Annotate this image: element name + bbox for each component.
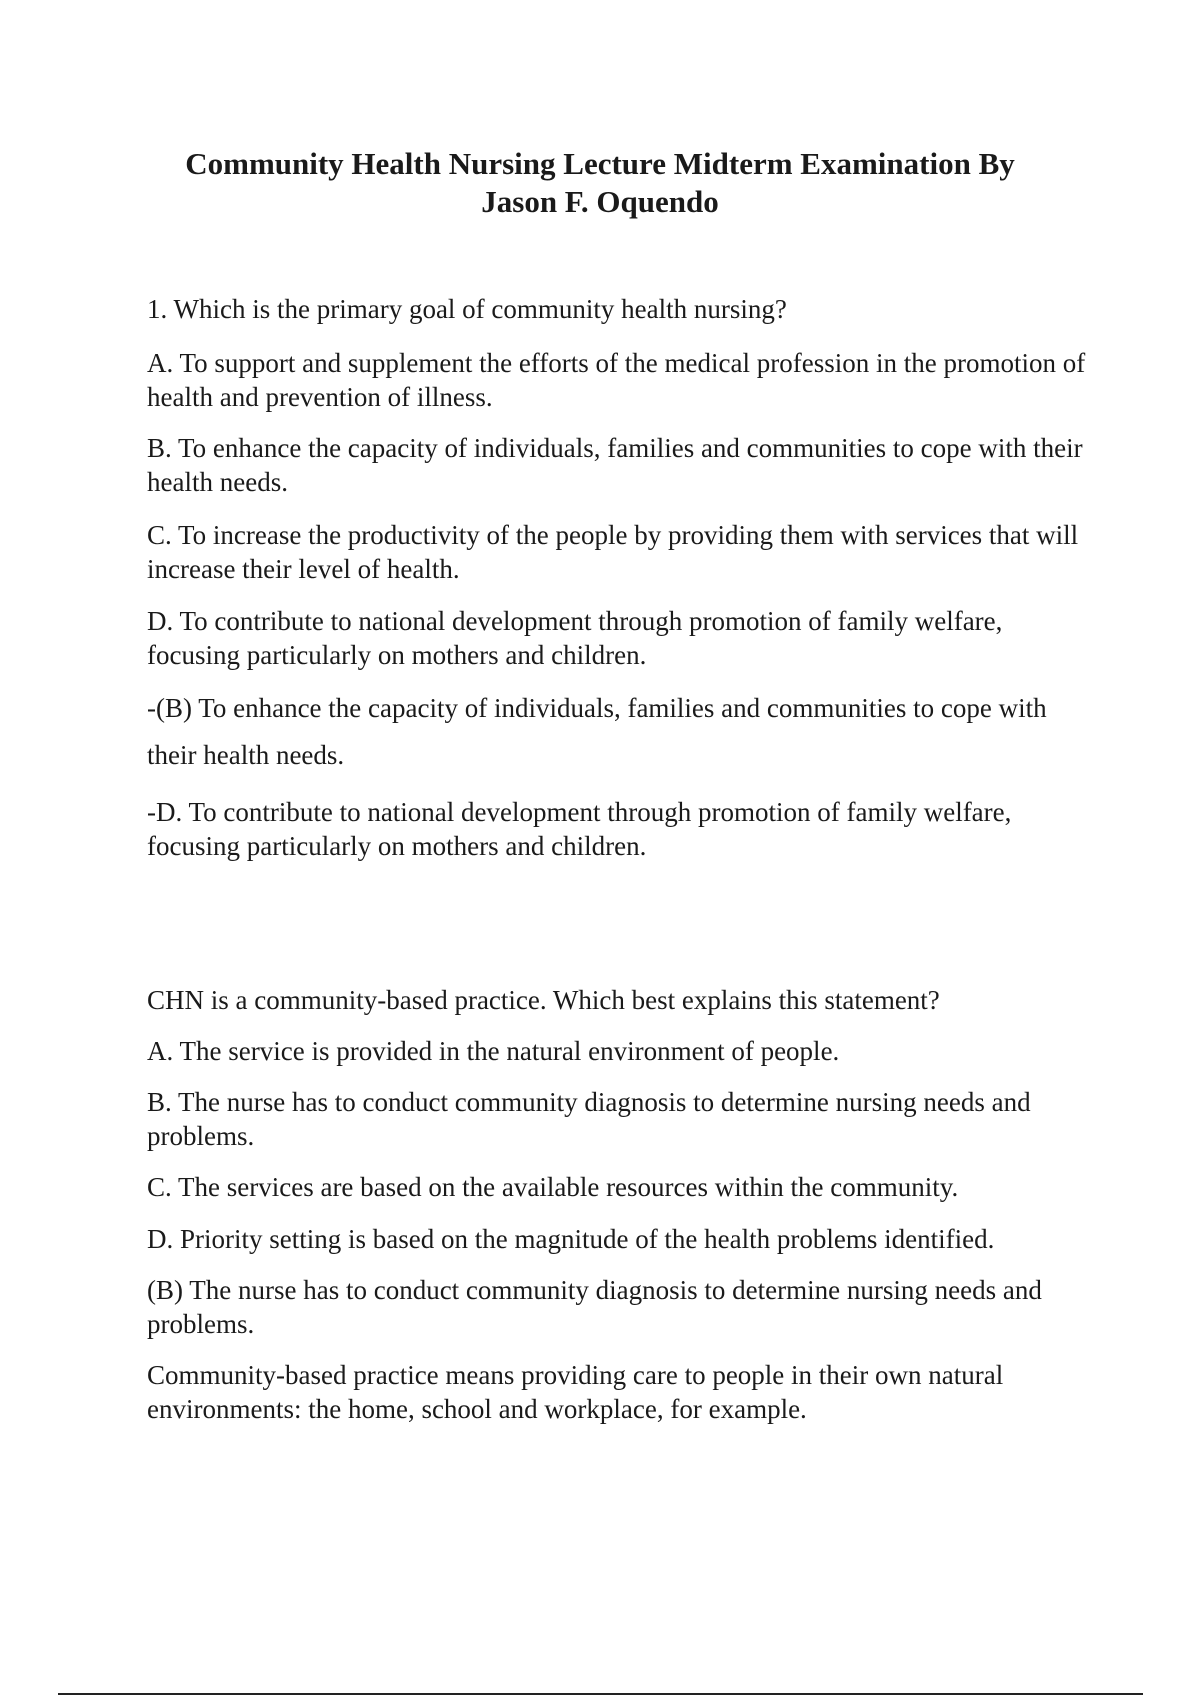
question-1-answer-d: -D. To contribute to national development through promotion of family welfare, focusing particularly on mothers and children. [147,797,1012,861]
question-2-stem: CHN is a community-based practice. Which best explains this statement? [147,985,940,1015]
question-2-choice-b: B. The nurse has to conduct community diagnosis to determine nursing needs and problems. [147,1087,1031,1151]
page-bottom-rule [58,1693,1143,1695]
question-1-answer-b: -(B) To enhance the capacity of individuals, families and communities to cope with their health needs. [147,693,1047,770]
question-2-answer: (B) The nurse has to conduct community diagnosis to determine nursing needs and problems. [147,1275,1042,1339]
question-2-rationale: Community-based practice means providing care to people in their own natural environments: the home, school and workplace, for example. [147,1360,1004,1424]
question-1-choice-a: A. To support and supplement the efforts of the medical profession in the promotion of health and prevention of illness. [147,348,1086,412]
question-1-choice-c: C. To increase the productivity of the people by providing them with services that will increase their level of health. [147,520,1079,584]
question-2-choice-c: C. The services are based on the available resources within the community. [147,1172,959,1202]
question-1-stem: 1. Which is the primary goal of community health nursing? [147,294,787,324]
question-1-choice-b: B. To enhance the capacity of individuals, families and communities to cope with their health needs. [147,433,1083,497]
question-2-choice-a: A. The service is provided in the natural environment of people. [147,1036,840,1066]
question-1-choice-d: D. To contribute to national development through promotion of family welfare, focusing particularly on mothers and children. [147,606,1003,670]
document-title: Community Health Nursing Lecture Midterm Examination By Jason F. Oquendo [185,146,1015,219]
question-2-choice-d: D. Priority setting is based on the magnitude of the health problems identified. [147,1224,995,1254]
